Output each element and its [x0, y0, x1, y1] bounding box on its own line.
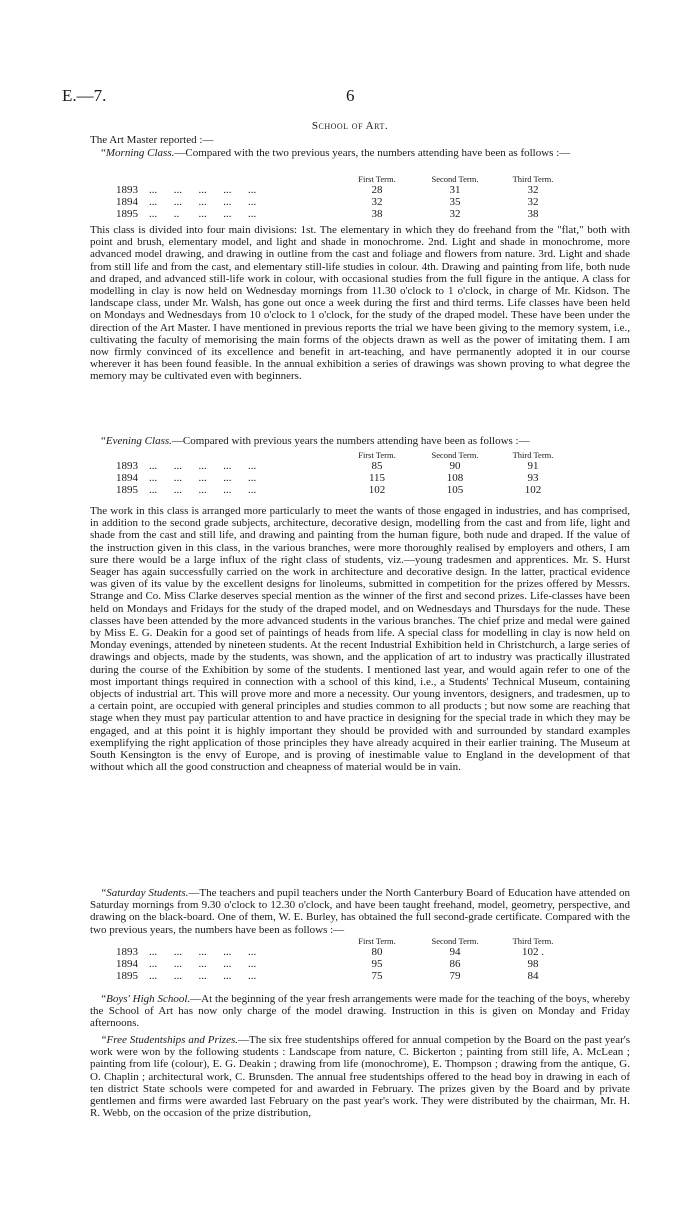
year-cell: 1895: [116, 208, 138, 220]
second-term-cell: 79: [449, 970, 461, 982]
third-term-cell: 102: [524, 484, 542, 496]
second-term-cell: 94: [449, 946, 461, 958]
leader-dots: ... ... ... ... ...: [149, 484, 257, 496]
third-term-cell: 98: [527, 958, 539, 970]
intro-line: The Art Master reported :—: [90, 134, 214, 146]
saturday-students-paragraph: “Saturday Students.—The teachers and pupil teachers under the North Canterbury Board of Education have attended on Saturday mornings from 9.30 o'clock to 12.30 o'clock, and have been taught freehand, model, geometry, perspective, and drawing on the black-board. One of them, W. E. Burley, has obtained the full second-grade certificate. Compared with the two previous years, the numbers have been as follows :—: [90, 887, 630, 936]
saturday-students-label: Saturday Students.: [106, 887, 189, 899]
morning-class-intro: “Morning Class.—Compared with the two previous years, the numbers attending have been as follows :—: [90, 147, 571, 159]
evening-attendance-table: [116, 449, 572, 496]
evening-class-label: Evening Class.: [105, 435, 172, 447]
evening-class-intro: “Evening Class.—Compared with previous years the numbers attending have been as follows :—: [90, 435, 530, 447]
table-header-row: [116, 173, 572, 184]
year-cell: 1895: [116, 484, 138, 496]
leader-dots: ... ... ... ... ...: [149, 946, 257, 958]
column-header: Second Term.: [431, 935, 479, 946]
year-cell: 1894: [116, 196, 138, 208]
morning-class-label: Morning Class.: [105, 147, 175, 159]
evening-class-lead: —Compared with previous years the numbers attending have been as follows :—: [171, 435, 530, 447]
leader-dots: ... ... ... ... ...: [149, 970, 257, 982]
column-header: Third Term.: [512, 173, 554, 184]
first-term-cell: 28: [371, 184, 383, 196]
section-title: School of Art.: [311, 120, 389, 132]
table-row: [116, 196, 572, 208]
second-term-cell: 31: [449, 184, 461, 196]
year-cell: 1893: [116, 946, 138, 958]
leader-dots: ... ... ... ... ...: [149, 472, 257, 484]
first-term-cell: 75: [371, 970, 383, 982]
leader-dots: ... ... ... ... ...: [149, 184, 257, 196]
free-studentships-paragraph: “Free Studentships and Prizes.—The six free studentships offered for annual competion by the Board on the past year's work were won by the following students : Landscape from nature, C. Bickerton ; painting from still life, A. McLean ; painting from life (colour), E. G. Deakin ; drawing from life (monochrome), E. Thompson ; drawing from the antique, G. O. Chaplin ; architectural work, C. Brunsden. The annual free studentships offered to the head boy in drawing in each of ten district State schools were competed for and awarded in February. The prizes given by the Board and by private gentlemen and firms were awarded last February on the past year's work. They were distributed by the chairman, Mr. H. R. Webb, on the occasion of the prize distribution,: [90, 1034, 630, 1120]
table-row: [116, 946, 572, 958]
table-row: [116, 958, 572, 970]
third-term-cell: 84: [527, 970, 539, 982]
first-term-cell: 102: [368, 484, 386, 496]
first-term-cell: 95: [371, 958, 383, 970]
third-term-cell: 32: [527, 184, 539, 196]
morning-class-lead: —Compared with the two previous years, the numbers attending have been as follows :—: [174, 147, 571, 159]
third-term-cell: 91: [527, 460, 539, 472]
second-term-cell: 32: [449, 208, 461, 220]
leader-dots: ... ... ... ... ...: [149, 958, 257, 970]
table-row: [116, 484, 572, 496]
column-header: First Term.: [358, 173, 396, 184]
third-term-cell: 102 .: [522, 946, 544, 958]
first-term-cell: 85: [371, 460, 383, 472]
year-cell: 1894: [116, 472, 138, 484]
column-header: First Term.: [358, 935, 396, 946]
free-studentships-body: —The six free studentships offered for annual competion by the Board on the past year's work were won by the following students : Landscape from nature, C. Bickerton ; painting from still life, A. McLean ; painting from life (colour), E. G. Deakin ; drawing from life (monochrome), E. Thompson ; drawing from the antique, G. O. Chaplin ; architectural work, C. Brunsden. The annual free studentships offered to the head boy in drawing in each of ten district State schools were competed for and awarded in February. The prizes given by the Board and by private gentlemen and firms were awarded last February on the past year's work. They were distributed by the chairman, Mr. H. R. Webb, on the occasion of the prize distribution,: [90, 1034, 630, 1120]
leader-dots: ... ... ... ... ...: [149, 196, 257, 208]
column-header: Second Term.: [431, 173, 479, 184]
saturday-attendance-table: [116, 935, 572, 982]
first-term-cell: 32: [371, 196, 383, 208]
boys-high-school-body: —At the beginning of the year fresh arrangements were made for the teaching of the boys, whereby the School of Art has now only charge of the model drawing. Instruction in this is given on Monday and Friday afternoons.: [90, 993, 631, 1030]
table-row: [116, 208, 572, 220]
year-cell: 1895: [116, 970, 138, 982]
morning-class-body: This class is divided into four main divisions: 1st. The elementary in which they do freehand from the "flat," both with point and brush, elementary model, and light and shade in monochrome. 2nd. Light and shade in monochrome, more advanced model drawing, and drawing in outline from the cast and foliage and flowers from nature. 3rd. Light and shade from still life and from the cast, and elementary still-life studies in colour. 4th. Drawing and painting from life, both nude and draped, and advanced still-life work in colour, with occasional studies from the full figure in the antique. A class for modelling in clay is now held on Wednesday mornings from 11.30 o'clock to 1 o'clock, in charge of Mr. Kidson. The landscape class, under Mr. Walsh, has gone out once a week during the first and third terms. Life classes have been held on Mondays and Wednesdays from 10 o'clock to 1 o'clock, for the study of the draped model. These have been under the direction of the Art Master. I have mentioned in previous reports the trial we have been giving to the memory system, i.e., cultivating the faculty of memorising the main forms of the objects drawn as well as the power of imitating them. I am now firmly convinced of its excellence and benefit in art-teaching, and have permanently adopted it in our course wherever it has been found feasible. In the annual exhibition a series of drawings was shown proving to what degree the memory may be cultivated even with beginners.: [90, 224, 630, 383]
boys-high-school-paragraph: “Boys' High School.—At the beginning of the year fresh arrangements were made for the teaching of the boys, whereby the School of Art has now only charge of the model drawing. Instruction in this is given on Monday and Friday afternoons.: [90, 993, 631, 1030]
first-term-cell: 115: [368, 472, 386, 484]
table-row: [116, 184, 572, 196]
report-reference: E.—7.: [62, 86, 107, 105]
boys-high-school-label: Boys' High School.: [106, 993, 191, 1005]
first-term-cell: 80: [371, 946, 383, 958]
third-term-cell: 93: [527, 472, 539, 484]
table-row: [116, 472, 572, 484]
table-row: [116, 970, 572, 982]
third-term-cell: 32: [527, 196, 539, 208]
column-header: Third Term.: [512, 935, 554, 946]
leader-dots: ... .. ... ... ...: [149, 208, 257, 220]
page-number: 6: [346, 86, 355, 105]
year-cell: 1893: [116, 460, 138, 472]
saturday-students-lead: —The teachers and pupil teachers under the North Canterbury Board of Education have attended on Saturday mornings from 9.30 o'clock to 12.30 o'clock, and have been taught freehand, model, geometry, perspective, and drawing on the black-board. One of them, W. E. Burley, has obtained the full second-grade certificate. Compared with the two previous years, the numbers have been as follows :—: [90, 887, 630, 936]
table-row: [116, 460, 572, 472]
first-term-cell: 38: [371, 208, 383, 220]
table-header-row: [116, 449, 572, 460]
evening-class-body: The work in this class is arranged more particularly to meet the wants of those engaged in industries, and has comprised, in addition to the second grade subjects, architecture, decorative design, modelling from the cast and from life, light and shade from the cast and still life, and drawing and painting from the human figure, both nude and draped. If the value of the instruction given in this class, in the various branches, were more thoroughly realised by employers and others, I am sure there would be a large influx of the right class of students, viz.—young tradesmen and apprentices. Mr. S. Hurst Seager has again successfully carried on the work in architecture and decorative design. In the latter, practical evidence was given of its value by the excellent designs for linoleums, submitted in competition for the prizes offered by Messrs. Strange and Co. Miss Clarke deserves special mention as the winner of the first and second prizes. Life-classes have been held on Mondays and Fridays for the study of the draped model, and on Wednesdays and Thursdays for the nude. These classes have been attended by the more advanced students in the various branches. The chief prize and medal were gained by Miss E. G. Deakin for a good set of paintings of heads from life. A special class for modelling in clay is now held on Monday evenings, attended by nineteen students. At the recent Industrial Exhibition held in Christchurch, a large series of drawings and objects, made by the students, was shown, and the application of art to industry was practically illustrated during the course of the Exhibition by some of the students. I mentioned last year, and would again refer to one of the most important things required in connection with a school of this kind, i.e., a Students' Technical Museum, containing objects of industrial art. This will prove more and more a necessity. Our young inventors, designers, and tradesmen, up to a certain point, are occupied with general principles and studies common to all products ; but now some are reaching that stage when they must pay particular attention to and have practice in designing for the special trade in which they may be engaged, and at this point it is highly important they should be provided with and surrounded by standard examples exemplifying the right application of those principles they have already acquired in their earlier training. The Museum at South Kensington is the envy of Europe, and is proving of inestimable value to England in the development of that without which all the good construction and cheapness of material would be in vain.: [90, 505, 630, 774]
second-term-cell: 108: [446, 472, 464, 484]
table-header-row: [116, 935, 572, 946]
column-header: First Term.: [358, 449, 396, 460]
free-studentships-label: Free Studentships and Prizes.: [106, 1034, 238, 1046]
column-header: Second Term.: [431, 449, 479, 460]
morning-attendance-table: [116, 173, 572, 220]
third-term-cell: 38: [527, 208, 539, 220]
year-cell: 1894: [116, 958, 138, 970]
leader-dots: ... ... ... ... ...: [149, 460, 257, 472]
column-header: Third Term.: [512, 449, 554, 460]
second-term-cell: 90: [449, 460, 461, 472]
second-term-cell: 105: [446, 484, 464, 496]
second-term-cell: 86: [449, 958, 461, 970]
second-term-cell: 35: [449, 196, 461, 208]
year-cell: 1893: [116, 184, 138, 196]
